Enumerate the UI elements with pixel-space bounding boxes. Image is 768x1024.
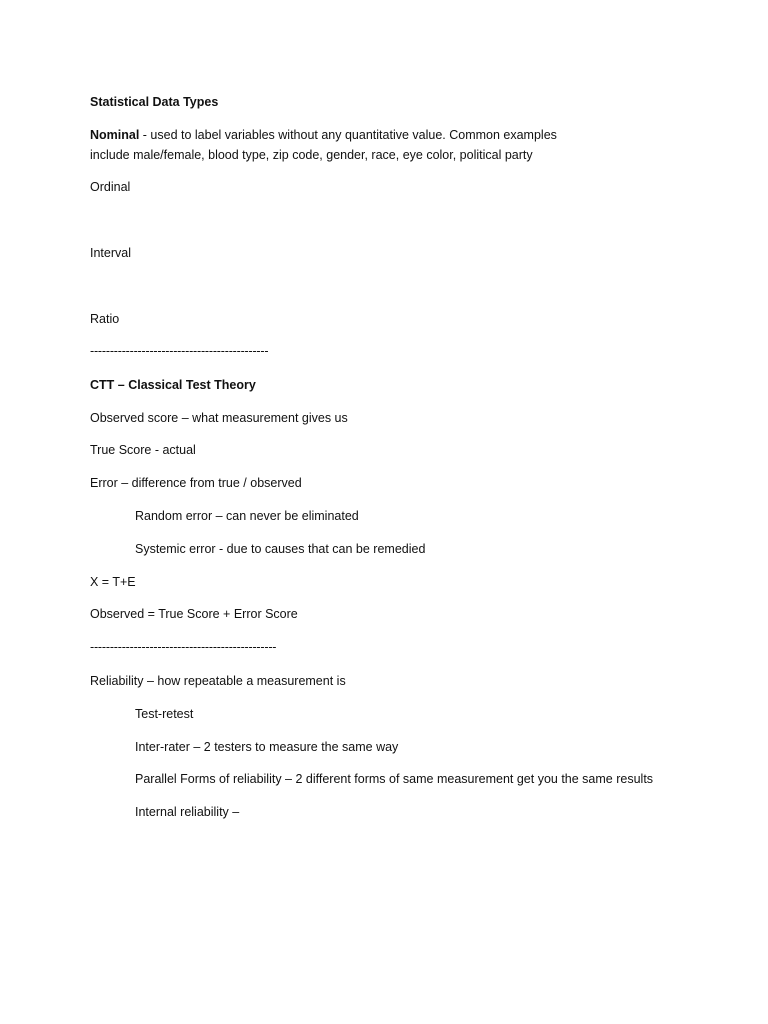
reliability-line: Reliability – how repeatable a measurement is <box>90 674 346 688</box>
nominal-term: Nominal <box>90 128 140 142</box>
nominal-definition-line-2: include male/female, blood type, zip code, gender, race, eye color, political party <box>90 148 533 162</box>
nominal-paragraph <box>90 125 610 165</box>
ctt-heading: CTT – Classical Test Theory <box>90 378 256 392</box>
nominal-definition-line-1: - used to label variables without any quantitative value. Common examples <box>139 128 557 142</box>
ratio-heading: Ratio <box>90 312 120 326</box>
observed-score-line: Observed score – what measurement gives us <box>90 411 348 425</box>
test-retest-line: Test-retest <box>135 707 194 721</box>
error-line: Error – difference from true / observed <box>90 476 302 490</box>
parallel-forms-line: Parallel Forms of reliability – 2 different forms of same measurement get you the same results <box>135 772 654 786</box>
section-divider: ----------------------------------------------- <box>90 640 277 654</box>
true-score-line: True Score - actual <box>90 443 196 457</box>
document-title: Statistical Data Types <box>90 95 219 109</box>
formula-line: X = T+E <box>90 575 136 589</box>
ordinal-heading: Ordinal <box>90 180 131 194</box>
internal-reliability-line: Internal reliability – <box>135 805 240 819</box>
random-error-line: Random error – can never be eliminated <box>135 509 359 523</box>
formula-words-line: Observed = True Score + Error Score <box>90 607 298 621</box>
systemic-error-line: Systemic error - due to causes that can be remedied <box>135 542 426 556</box>
interval-heading: Interval <box>90 246 131 260</box>
inter-rater-line: Inter-rater – 2 testers to measure the same way <box>135 740 399 754</box>
section-divider: --------------------------------------------- <box>90 344 269 358</box>
